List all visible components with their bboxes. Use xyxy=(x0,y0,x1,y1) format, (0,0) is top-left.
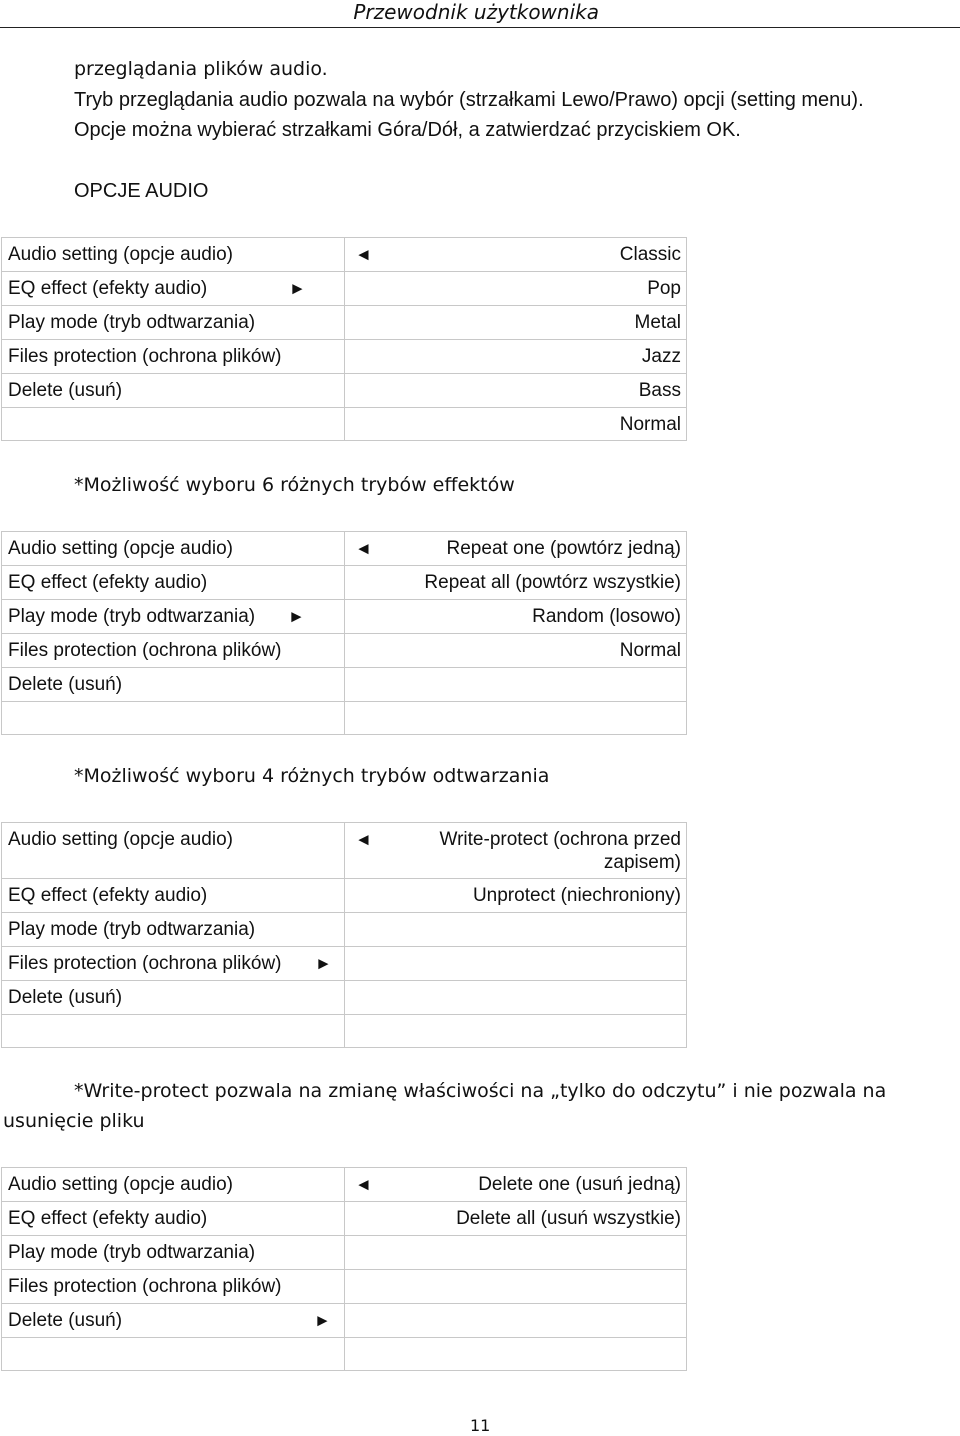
option-label: Unprotect (niechroniony) xyxy=(472,885,681,906)
option-label xyxy=(345,981,681,990)
menu-item-label: Delete (usuń) xyxy=(8,987,123,1008)
menu-row xyxy=(2,306,687,340)
menu-row xyxy=(2,634,687,668)
menu-row xyxy=(2,272,687,306)
option-label xyxy=(345,947,681,956)
option-label xyxy=(345,1015,681,1024)
menu-row xyxy=(2,823,687,879)
menu-item-cell[interactable] xyxy=(2,634,345,668)
menu-row xyxy=(2,374,687,408)
menu-row xyxy=(2,600,687,634)
menu-row xyxy=(2,1015,687,1048)
menu-item-cell[interactable] xyxy=(2,913,345,947)
menu-row xyxy=(2,408,687,441)
option-cell xyxy=(345,947,687,981)
option-label xyxy=(345,1236,681,1245)
menu-item-cell[interactable] xyxy=(2,532,345,566)
section-title: OPCJE AUDIO xyxy=(74,180,209,202)
option-cell[interactable] xyxy=(345,272,687,306)
right-arrow-icon: ► xyxy=(314,1311,331,1330)
menu-item-cell xyxy=(2,1338,345,1371)
page-header xyxy=(0,0,960,28)
eq-effect-note: *Możliwość wyboru 6 różnych trybów effektów xyxy=(74,474,515,496)
menu-item-cell[interactable] xyxy=(2,1168,345,1202)
delete-menu-table xyxy=(1,1167,687,1371)
menu-item-cell[interactable] xyxy=(2,1304,345,1338)
menu-row xyxy=(2,238,687,272)
option-label: Normal xyxy=(619,640,681,661)
option-cell[interactable] xyxy=(345,408,687,441)
option-label: Write-protect (ochrona przed zapisem) xyxy=(439,829,681,873)
files-protection-menu-table xyxy=(1,822,687,1048)
menu-item-label: Play mode (tryb odtwarzania) xyxy=(8,606,256,627)
menu-item-cell[interactable] xyxy=(2,566,345,600)
option-cell[interactable] xyxy=(345,823,687,879)
intro-line-3: Opcje można wybierać strzałkami Góra/Dół, a zatwierdzać przyciskiem OK. xyxy=(74,119,741,141)
option-label: Repeat one (powtórz jedną) xyxy=(446,538,681,559)
option-cell[interactable] xyxy=(345,374,687,408)
right-arrow-icon: ► xyxy=(289,279,306,298)
option-label: Jazz xyxy=(641,346,681,367)
option-label: Metal xyxy=(634,312,681,333)
option-cell[interactable] xyxy=(345,306,687,340)
menu-item-cell[interactable] xyxy=(2,668,345,702)
menu-item-cell[interactable] xyxy=(2,1236,345,1270)
menu-item-cell[interactable] xyxy=(2,947,345,981)
option-cell[interactable] xyxy=(345,340,687,374)
option-cell[interactable] xyxy=(345,634,687,668)
menu-item-cell[interactable] xyxy=(2,1202,345,1236)
menu-item-label: EQ effect (efekty audio) xyxy=(8,572,208,593)
option-cell xyxy=(345,981,687,1015)
menu-item-label: EQ effect (efekty audio) xyxy=(8,1208,208,1229)
option-label xyxy=(345,913,681,922)
option-cell[interactable] xyxy=(345,1202,687,1236)
option-cell[interactable] xyxy=(345,238,687,272)
option-cell xyxy=(345,1338,687,1371)
menu-item-label: Files protection (ochrona plików) xyxy=(8,640,282,661)
option-cell[interactable] xyxy=(345,566,687,600)
menu-item-label: Audio setting (opcje audio) xyxy=(8,538,233,559)
menu-row xyxy=(2,879,687,913)
menu-item-label: Delete (usuń) xyxy=(8,674,123,695)
option-label: Normal xyxy=(619,414,681,435)
menu-item-label: Files protection (ochrona plików) xyxy=(8,346,282,367)
menu-item-cell[interactable] xyxy=(2,981,345,1015)
left-arrow-icon: ◄ xyxy=(355,245,372,264)
menu-item-label: Files protection (ochrona plików) xyxy=(8,953,282,974)
menu-item-label: Audio setting (opcje audio) xyxy=(8,829,233,850)
intro-line-2: Tryb przeglądania audio pozwala na wybór (strzałkami Lewo/Prawo) opcji (setting menu). xyxy=(74,89,864,111)
menu-item-label: Files protection (ochrona plików) xyxy=(8,1276,282,1297)
option-label xyxy=(345,702,681,711)
option-cell[interactable] xyxy=(345,532,687,566)
option-cell xyxy=(345,702,687,735)
option-label: Repeat all (powtórz wszystkie) xyxy=(424,572,681,593)
option-cell xyxy=(345,1270,687,1304)
right-arrow-icon: ► xyxy=(315,954,332,973)
option-label xyxy=(345,1338,681,1347)
menu-row xyxy=(2,1338,687,1371)
menu-item-cell xyxy=(2,702,345,735)
option-cell[interactable] xyxy=(345,600,687,634)
menu-row xyxy=(2,566,687,600)
left-arrow-icon: ◄ xyxy=(355,1175,372,1194)
option-cell xyxy=(345,1236,687,1270)
left-arrow-icon: ◄ xyxy=(355,539,372,558)
play-mode-menu-table xyxy=(1,531,687,735)
menu-item-cell xyxy=(2,1015,345,1048)
eq-effect-menu-table xyxy=(1,237,687,441)
left-arrow-icon: ◄ xyxy=(355,830,372,849)
option-label xyxy=(345,668,681,677)
intro-line-1: przeglądania plików audio. xyxy=(74,58,328,80)
page-number: 11 xyxy=(470,1416,491,1435)
menu-row xyxy=(2,947,687,981)
menu-item-cell[interactable] xyxy=(2,879,345,913)
menu-item-cell[interactable] xyxy=(2,823,345,879)
option-label xyxy=(345,1270,681,1279)
option-label: Pop xyxy=(647,278,681,299)
menu-row xyxy=(2,702,687,735)
menu-row xyxy=(2,1202,687,1236)
menu-row xyxy=(2,1304,687,1338)
menu-item-cell[interactable] xyxy=(2,340,345,374)
header-title: Przewodnik użytkownika xyxy=(353,0,599,24)
menu-item-label: Delete (usuń) xyxy=(8,1310,123,1331)
option-label xyxy=(345,1304,681,1313)
menu-row xyxy=(2,1236,687,1270)
menu-row xyxy=(2,532,687,566)
option-cell[interactable] xyxy=(345,1168,687,1202)
option-label: Bass xyxy=(638,380,681,401)
menu-row xyxy=(2,1270,687,1304)
option-label: Classic xyxy=(619,244,681,265)
menu-item-cell[interactable] xyxy=(2,238,345,272)
menu-item-label: Play mode (tryb odtwarzania) xyxy=(8,312,256,333)
menu-item-label: Audio setting (opcje audio) xyxy=(8,244,233,265)
menu-item-cell[interactable] xyxy=(2,306,345,340)
menu-row xyxy=(2,981,687,1015)
option-cell xyxy=(345,913,687,947)
menu-item-cell[interactable] xyxy=(2,1270,345,1304)
option-cell[interactable] xyxy=(345,879,687,913)
option-label: Delete all (usuń wszystkie) xyxy=(456,1208,681,1229)
menu-item-label: EQ effect (efekty audio) xyxy=(8,278,208,299)
menu-item-label: EQ effect (efekty audio) xyxy=(8,885,208,906)
option-cell xyxy=(345,668,687,702)
option-cell xyxy=(345,1015,687,1048)
menu-item-cell[interactable] xyxy=(2,272,345,306)
files-protection-note: *Write-protect pozwala na zmianę właściwości na „tylko do odczytu” i nie pozwala na usunięcie pliku xyxy=(3,1080,887,1132)
menu-item-cell[interactable] xyxy=(2,374,345,408)
option-label: Random (losowo) xyxy=(532,606,681,627)
menu-row xyxy=(2,340,687,374)
play-mode-note: *Możliwość wyboru 4 różnych trybów odtwarzania xyxy=(74,765,550,787)
menu-item-cell xyxy=(2,408,345,441)
option-label: Delete one (usuń jedną) xyxy=(478,1174,681,1195)
menu-item-label: Audio setting (opcje audio) xyxy=(8,1174,233,1195)
right-arrow-icon: ► xyxy=(288,607,305,626)
menu-item-label: Play mode (tryb odtwarzania) xyxy=(8,1242,256,1263)
menu-item-label: Delete (usuń) xyxy=(8,380,123,401)
menu-row xyxy=(2,913,687,947)
menu-item-label: Play mode (tryb odtwarzania) xyxy=(8,919,256,940)
menu-row xyxy=(2,1168,687,1202)
option-cell xyxy=(345,1304,687,1338)
menu-row xyxy=(2,668,687,702)
menu-item-cell[interactable] xyxy=(2,600,345,634)
